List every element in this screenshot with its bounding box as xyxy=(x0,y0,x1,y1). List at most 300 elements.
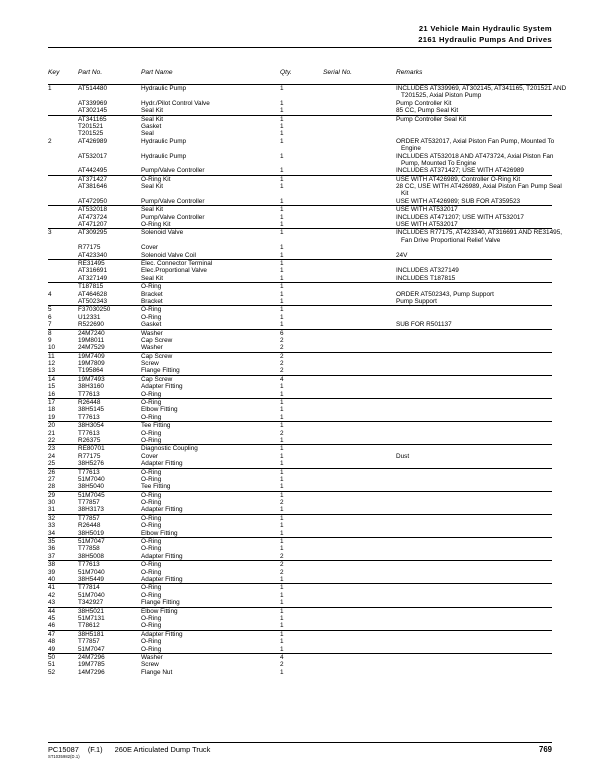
parts-table-group xyxy=(48,491,552,514)
cell-part_name: O-Ring xyxy=(141,413,162,421)
table-row xyxy=(48,306,552,313)
cell-qty: 1 xyxy=(280,614,284,622)
table-row xyxy=(48,453,552,460)
cell-key: 23 xyxy=(48,445,56,453)
table-row xyxy=(48,476,552,483)
cell-part_no: 24M7529 xyxy=(78,344,105,352)
cell-qty: 2 xyxy=(280,429,284,437)
cell-key: 47 xyxy=(48,630,56,638)
cell-remarks: Pump Support xyxy=(396,297,437,305)
cell-key: 1 xyxy=(48,85,52,92)
cell-key: 9 xyxy=(48,336,52,344)
table-column-headers xyxy=(48,69,552,80)
header-rule xyxy=(48,47,552,48)
cell-part_no: 51M7045 xyxy=(78,491,105,499)
table-row xyxy=(48,561,552,568)
table-row xyxy=(48,584,552,591)
table-row xyxy=(48,669,552,676)
cell-remarks: ORDER AT532017, Axial Piston Fan Pump, Mounted To Engine xyxy=(396,137,555,153)
table-row xyxy=(48,107,552,114)
cell-qty: 2 xyxy=(280,552,284,560)
column-header-serial-no: Serial No. xyxy=(323,69,352,76)
parts-table xyxy=(48,84,567,676)
cell-qty: 1 xyxy=(280,475,284,483)
cell-part_name: O-Ring xyxy=(141,514,162,522)
table-row xyxy=(48,85,567,100)
cell-part_no: T77857 xyxy=(78,499,100,507)
table-row xyxy=(48,576,552,583)
cell-part_no: AT316691 xyxy=(78,267,108,275)
table-row xyxy=(48,383,552,390)
parts-table-group xyxy=(48,607,552,630)
cell-key: 24 xyxy=(48,452,56,460)
cell-qty: 1 xyxy=(280,115,284,123)
cell-remarks-continuation: Fan Drive Proportional Relief Valve xyxy=(401,236,501,244)
page-header xyxy=(48,24,552,45)
table-row xyxy=(48,391,552,398)
cell-part_no: AT473724 xyxy=(78,213,108,221)
cell-part_name: Elbow Fitting xyxy=(141,529,178,537)
table-row xyxy=(48,492,552,499)
table-row xyxy=(48,530,552,537)
cell-part_name: Adapter Fitting xyxy=(141,552,183,560)
cell-remarks: USE WITH AT426989, Controller O-Ring Kit xyxy=(396,175,521,183)
cell-part_no: 38H5449 xyxy=(78,576,104,583)
parts-table-group xyxy=(48,630,552,653)
cell-part_no: T77613 xyxy=(78,390,100,398)
table-row xyxy=(48,592,552,599)
table-row xyxy=(48,406,552,413)
cell-remarks: INCLUDES R77175, AT423340, AT316691 AND RE31495, Fan Drive Proportional Relief Valve xyxy=(396,229,563,244)
cell-qty: 1 xyxy=(280,630,284,638)
table-row xyxy=(48,314,552,321)
table-row-spacer xyxy=(48,145,552,152)
cell-key: 52 xyxy=(48,668,56,676)
cell-qty: 1 xyxy=(280,506,284,514)
cell-remarks: USE WITH AT532017 xyxy=(396,221,458,229)
cell-key: 39 xyxy=(48,568,56,576)
cell-part_no: 38H5019 xyxy=(78,529,104,537)
table-row xyxy=(48,615,552,622)
cell-part_no: 38H5145 xyxy=(78,406,104,414)
cell-key: 5 xyxy=(48,306,52,314)
cell-part_name: Cap Screw xyxy=(141,375,173,383)
cell-remarks: USE WITH AT532017 xyxy=(396,206,458,214)
cell-part_name: Flange Fitting xyxy=(141,599,180,607)
table-row xyxy=(48,214,552,221)
cell-qty: 1 xyxy=(280,591,284,599)
cell-part_name: Flange Nut xyxy=(141,668,173,676)
cell-part_name: O-Ring xyxy=(141,491,162,499)
cell-qty: 1 xyxy=(280,152,284,160)
cell-part_no: T77814 xyxy=(78,584,100,592)
table-row xyxy=(48,654,552,661)
cell-part_name: O-Ring xyxy=(141,399,162,407)
cell-key: 17 xyxy=(48,399,56,407)
table-row xyxy=(48,252,552,259)
cell-part_name: O-Ring xyxy=(141,283,162,291)
cell-qty: 2 xyxy=(280,561,284,569)
parts-table-group xyxy=(48,305,552,328)
cell-key: 15 xyxy=(48,383,56,391)
cell-part_no: R26375 xyxy=(78,436,101,444)
cell-key: 25 xyxy=(48,460,56,468)
cell-remarks: INCLUDES AT327149 xyxy=(396,267,459,275)
cell-qty: 4 xyxy=(280,653,284,661)
table-row xyxy=(48,123,552,130)
table-row xyxy=(48,638,552,645)
page-footer xyxy=(48,745,552,767)
cell-qty: 1 xyxy=(280,422,284,430)
cell-part_no: 38H3160 xyxy=(78,383,104,391)
cell-key: 7 xyxy=(48,321,52,329)
parts-table-group xyxy=(48,205,552,228)
cell-part_name: O-Ring Kit xyxy=(141,175,171,183)
table-row-spacer xyxy=(48,237,552,244)
cell-key: 34 xyxy=(48,529,56,537)
table-row xyxy=(48,367,552,374)
cell-part_no: AT381646 xyxy=(78,183,108,191)
cell-qty: 1 xyxy=(280,538,284,546)
cell-key: 10 xyxy=(48,344,56,352)
cell-part_name: O-Ring xyxy=(141,622,162,630)
table-row xyxy=(48,283,552,290)
cell-part_no: U12331 xyxy=(78,313,101,321)
cell-qty: 1 xyxy=(280,645,284,653)
cell-part_name: O-Ring xyxy=(141,638,162,646)
cell-qty: 1 xyxy=(280,321,284,329)
cell-key: 8 xyxy=(48,329,52,337)
cell-part_name: O-Ring xyxy=(141,522,162,530)
cell-part_name: Pump/Valve Controller xyxy=(141,213,205,221)
cell-part_name: Adapter Fitting xyxy=(141,506,183,514)
cell-part_no: F37030250 xyxy=(78,306,111,314)
table-row xyxy=(48,130,552,137)
cell-part_name: Adapter Fitting xyxy=(141,630,183,638)
table-row xyxy=(48,599,552,606)
cell-part_no: 51M7047 xyxy=(78,645,105,653)
cell-key: 43 xyxy=(48,599,56,607)
cell-part_name: Elbow Fitting xyxy=(141,406,178,414)
header-system-line: 21 Vehicle Main Hydraulic System xyxy=(418,24,552,33)
table-row-spacer xyxy=(48,160,552,167)
cell-part_no: 19M7809 xyxy=(78,360,105,368)
cell-part_no: AT309295 xyxy=(78,229,108,237)
cell-part_no: AT532018 xyxy=(78,206,108,214)
table-row xyxy=(48,275,552,282)
cell-remarks: INCLUDES AT371427; USE WITH AT426989 xyxy=(396,167,524,175)
cell-qty: 1 xyxy=(280,183,284,191)
parts-table-group xyxy=(48,84,567,115)
cell-part_name: Diagnostic Coupling xyxy=(141,445,198,453)
cell-key: 40 xyxy=(48,576,56,583)
table-row xyxy=(48,469,552,476)
cell-part_name: Hydraulic Pump xyxy=(141,152,187,160)
cell-part_name: Pump/Valve Controller xyxy=(141,197,205,205)
cell-part_no: R26448 xyxy=(78,399,101,407)
cell-part_no: 38H3173 xyxy=(78,506,104,514)
column-header-remarks: Remarks xyxy=(396,69,423,76)
cell-part_no: AT532017 xyxy=(78,152,108,160)
cell-key: 36 xyxy=(48,545,56,553)
cell-qty: 1 xyxy=(280,436,284,444)
cell-part_name: Solenoid Valve Coil xyxy=(141,251,196,259)
cell-part_no: AT371427 xyxy=(78,175,108,183)
cell-key: 22 xyxy=(48,436,56,444)
cell-part_no: 24M7296 xyxy=(78,653,105,661)
table-row xyxy=(48,506,552,513)
cell-part_no: AT442495 xyxy=(78,167,108,175)
cell-key: 21 xyxy=(48,429,56,437)
cell-part_name: Cover xyxy=(141,244,159,252)
table-row xyxy=(48,137,555,153)
cell-key: 31 xyxy=(48,506,56,514)
table-row xyxy=(48,291,552,298)
cell-part_no: AT339969 xyxy=(78,99,108,107)
cell-qty: 1 xyxy=(280,522,284,530)
table-row xyxy=(48,152,554,167)
cell-part_no: T77858 xyxy=(78,545,100,553)
cell-remarks: 85 CC, Pump Seal Kit xyxy=(396,107,459,115)
table-row-spacer xyxy=(48,190,552,197)
cell-part_name: O-Ring xyxy=(141,561,162,569)
cell-qty: 6 xyxy=(280,329,284,337)
cell-part_name: Elbow Fitting xyxy=(141,607,178,615)
cell-part_name: Seal Kit xyxy=(141,206,164,214)
parts-table-group xyxy=(48,398,552,421)
cell-key: 20 xyxy=(48,422,56,430)
cell-part_no: RE31495 xyxy=(78,259,105,267)
parts-table-group xyxy=(48,514,552,537)
table-row xyxy=(48,545,552,552)
cell-key: 14 xyxy=(48,375,56,383)
cell-part_name: Flange Fitting xyxy=(141,367,180,375)
cell-part_no: 38H5276 xyxy=(78,460,104,468)
cell-part_no: 19M7409 xyxy=(78,352,105,360)
cell-key: 45 xyxy=(48,614,56,622)
cell-remarks-continuation: Kit xyxy=(401,190,409,198)
parts-table-group xyxy=(48,282,552,305)
column-header-qty: Qty. xyxy=(280,69,292,76)
parts-table-group xyxy=(48,560,552,583)
cell-part_no: 38H3054 xyxy=(78,422,104,430)
cell-part_no: T77857 xyxy=(78,514,100,522)
cell-part_no: T187815 xyxy=(78,283,104,291)
cell-key: 44 xyxy=(48,607,56,615)
cell-remarks: 24V xyxy=(396,251,408,259)
cell-part_no: T78612 xyxy=(78,622,100,630)
cell-key: 12 xyxy=(48,360,56,368)
cell-qty: 1 xyxy=(280,306,284,314)
cell-remarks: INCLUDES AT339969, AT302145, AT341165, T201521 AND T201525, Axial Piston Pump xyxy=(396,85,567,100)
cell-qty: 2 xyxy=(280,499,284,507)
table-row xyxy=(48,553,552,560)
table-row xyxy=(48,100,552,107)
cell-key: 11 xyxy=(48,352,55,360)
cell-qty: 4 xyxy=(280,375,284,383)
cell-qty: 1 xyxy=(280,491,284,499)
cell-qty: 1 xyxy=(280,390,284,398)
cell-qty: 2 xyxy=(280,367,284,375)
table-row xyxy=(48,221,552,228)
table-row xyxy=(48,260,552,267)
cell-key: 18 xyxy=(48,406,56,414)
cell-part_name: Seal Kit xyxy=(141,115,164,123)
cell-part_no: T77613 xyxy=(78,468,100,476)
parts-table-group xyxy=(48,653,552,676)
cell-key: 49 xyxy=(48,645,56,653)
cell-qty: 1 xyxy=(280,251,284,259)
cell-qty: 1 xyxy=(280,107,284,115)
cell-qty: 1 xyxy=(280,514,284,522)
cell-part_no: R77175 xyxy=(78,244,101,252)
cell-qty: 1 xyxy=(280,383,284,391)
cell-qty: 1 xyxy=(280,290,284,298)
cell-qty: 1 xyxy=(280,244,284,252)
cell-remarks: 28 CC, USE WITH AT426989, Axial Piston Fan Pump Seal Kit xyxy=(396,183,562,198)
parts-table-group xyxy=(48,583,552,606)
cell-part_name: Bracket xyxy=(141,297,163,305)
cell-part_no: T342927 xyxy=(78,599,104,607)
cell-remarks-continuation: Pump, Mounted To Engine xyxy=(401,159,477,167)
cell-remarks: SUB FOR R501137 xyxy=(396,321,452,329)
cell-qty: 1 xyxy=(280,545,284,553)
parts-table-group xyxy=(48,352,552,375)
table-row xyxy=(48,167,552,174)
cell-qty: 1 xyxy=(280,576,284,583)
cell-remarks: INCLUDES AT471207; USE WITH AT532017 xyxy=(396,213,524,221)
table-row xyxy=(48,445,552,452)
cell-part_name: Seal Kit xyxy=(141,107,164,115)
cell-key: 16 xyxy=(48,390,56,398)
cell-part_name: O-Ring Kit xyxy=(141,221,171,229)
cell-qty: 1 xyxy=(280,99,284,107)
cell-qty: 2 xyxy=(280,352,284,360)
cell-part_name: Hydraulic Pump xyxy=(141,137,187,145)
cell-qty: 1 xyxy=(280,259,284,267)
parts-table-group xyxy=(48,329,552,352)
cell-qty: 1 xyxy=(280,213,284,221)
cell-key: 42 xyxy=(48,591,56,599)
cell-qty: 1 xyxy=(280,622,284,630)
cell-part_no: 51M7040 xyxy=(78,475,105,483)
cell-key: 33 xyxy=(48,522,56,530)
cell-qty: 1 xyxy=(280,130,284,138)
cell-qty: 1 xyxy=(280,413,284,421)
cell-qty: 1 xyxy=(280,638,284,646)
cell-part_no: AT423340 xyxy=(78,251,108,259)
parts-table-group xyxy=(48,421,552,444)
cell-part_name: Seal Kit xyxy=(141,274,164,282)
cell-key: 46 xyxy=(48,622,56,630)
header-section-line: 2161 Hydraulic Pumps And Drives xyxy=(418,34,552,44)
parts-table-group xyxy=(48,259,552,282)
table-row xyxy=(48,414,552,421)
cell-qty: 1 xyxy=(280,483,284,491)
cell-part_name: Adapter Fitting xyxy=(141,383,183,391)
cell-part_no: 51M7131 xyxy=(78,614,105,622)
footer-sub-code: ST1035982(D.1) xyxy=(48,754,80,759)
cell-part_name: Tee Fitting xyxy=(141,422,171,430)
footer-page-number: 769 xyxy=(538,745,552,754)
cell-part_no: 38H5181 xyxy=(78,630,104,638)
cell-part_no: 14M7296 xyxy=(78,668,105,676)
table-row xyxy=(48,661,552,668)
cell-part_name: O-Ring xyxy=(141,429,162,437)
table-row xyxy=(48,244,552,251)
parts-table-group xyxy=(48,175,562,206)
cell-part_no: T77613 xyxy=(78,429,100,437)
cell-part_name: Gasket xyxy=(141,122,162,130)
table-row xyxy=(48,430,552,437)
cell-part_no: T201525 xyxy=(78,130,104,138)
cell-key: 41 xyxy=(48,584,56,592)
table-row xyxy=(48,499,552,506)
cell-remarks-continuation: T201525, Axial Piston Pump xyxy=(401,92,482,100)
table-row xyxy=(48,538,552,545)
cell-part_name: O-Ring xyxy=(141,468,162,476)
cell-qty: 1 xyxy=(280,175,284,183)
column-header-part-no: Part No. xyxy=(78,69,103,76)
cell-qty: 1 xyxy=(280,206,284,214)
cell-part_no: T77857 xyxy=(78,638,100,646)
cell-part_name: Washer xyxy=(141,329,163,337)
cell-remarks: INCLUDES AT532018 AND AT473724, Axial Piston Fan Pump, Mounted To Engine xyxy=(396,153,556,168)
cell-part_name: Pump/Valve Controller xyxy=(141,167,205,175)
cell-qty: 2 xyxy=(280,661,284,669)
cell-part_name: Hydraulic Pump xyxy=(141,85,187,92)
cell-part_no: 51M7040 xyxy=(78,568,105,576)
cell-key: 50 xyxy=(48,653,56,661)
cell-key: 51 xyxy=(48,661,56,669)
cell-part_name: O-Ring xyxy=(141,591,162,599)
cell-remarks: INCLUDES T187815 xyxy=(396,274,456,282)
cell-part_no: AT327149 xyxy=(78,274,108,282)
footer-model: 260E Articulated Dump Truck xyxy=(114,745,211,754)
table-row xyxy=(48,330,552,337)
footer-catalog-code: PC15087 xyxy=(48,745,79,754)
cell-remarks: Dust xyxy=(396,452,410,460)
cell-key: 30 xyxy=(48,499,56,507)
parts-table-group xyxy=(48,228,563,259)
cell-key: 4 xyxy=(48,290,52,298)
cell-key: 19 xyxy=(48,413,56,421)
parts-table-group xyxy=(48,537,552,560)
cell-key: 13 xyxy=(48,367,56,375)
cell-part_name: Seal xyxy=(141,130,154,138)
parts-table-group xyxy=(48,115,555,175)
table-row xyxy=(48,360,552,367)
footer-rule xyxy=(48,742,552,743)
table-row-spacer xyxy=(48,92,552,99)
cell-key: 26 xyxy=(48,468,56,476)
table-row xyxy=(48,229,563,244)
table-row xyxy=(48,422,552,429)
table-row xyxy=(48,437,552,444)
cell-part_name: Screw xyxy=(141,360,159,368)
column-header-key: Key xyxy=(48,69,60,76)
table-row xyxy=(48,321,552,328)
cell-part_name: Washer xyxy=(141,653,163,661)
table-row xyxy=(48,116,552,123)
cell-key: 32 xyxy=(48,514,56,522)
cell-key: 27 xyxy=(48,475,56,483)
cell-part_name: Adapter Fitting xyxy=(141,460,183,468)
table-row xyxy=(48,267,552,274)
cell-key: 3 xyxy=(48,229,52,237)
table-row xyxy=(48,608,552,615)
cell-qty: 2 xyxy=(280,344,284,352)
